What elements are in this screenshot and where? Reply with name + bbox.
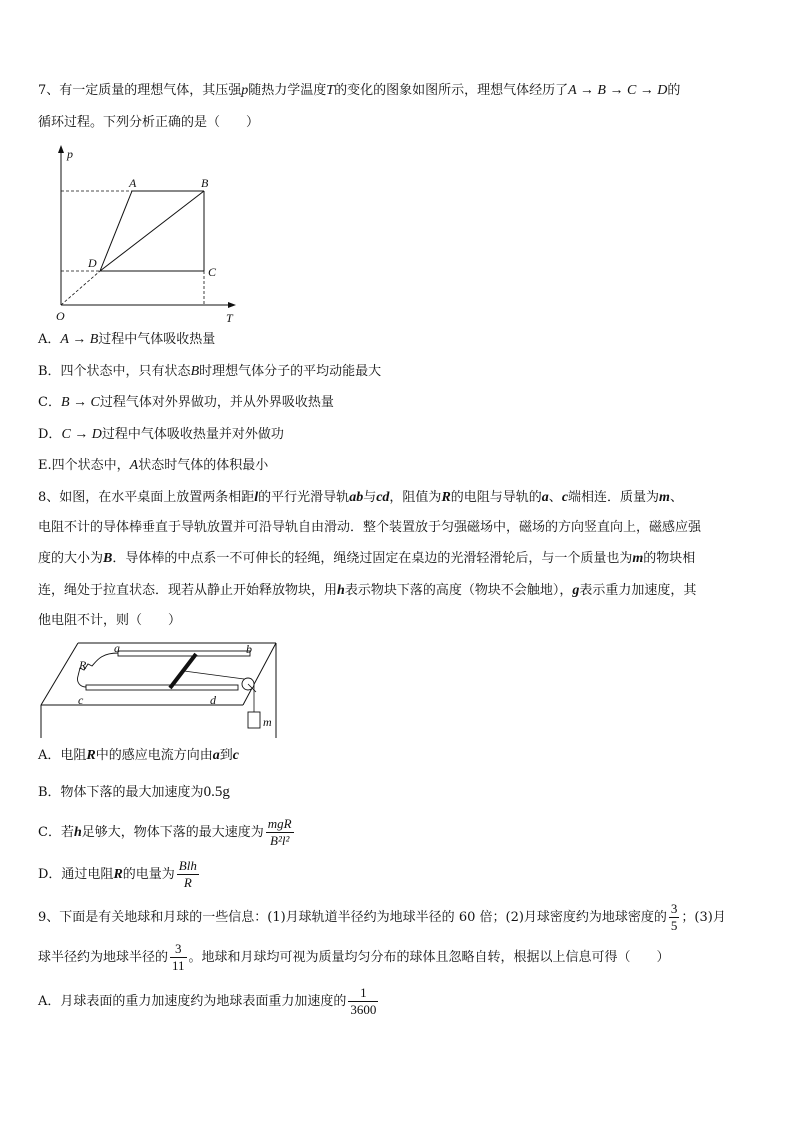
var-c: c <box>561 490 569 505</box>
q8-text: 的电阻与导轨的 <box>450 490 542 505</box>
q7-stem-line1 <box>38 81 680 101</box>
value-0.5g: 0.5g <box>203 784 230 800</box>
var-a: a <box>541 490 549 505</box>
rail-cd <box>86 685 238 690</box>
q8-text: 端相连．质量为 <box>568 490 660 505</box>
var-T: T <box>326 83 335 98</box>
label-d: d <box>210 693 216 707</box>
var-m: m <box>632 551 644 566</box>
q8-text: ．导体棒的中点系一不可伸长的轻绳，绳绕过固定在桌边的光滑轻滑轮后，与一个质量也为 <box>112 551 633 566</box>
q7-option-E[interactable] <box>38 456 268 476</box>
fraction-Blh-over-R <box>177 858 199 891</box>
p-axis-arrow <box>58 145 64 153</box>
q8-text: 表示重力加速度，其 <box>579 583 697 598</box>
q8-stem-line3 <box>38 549 695 569</box>
fraction-numerator: mgR <box>267 816 292 831</box>
var-g: g <box>572 583 580 598</box>
conductor-rod <box>170 654 196 688</box>
fraction-1-over-3600 <box>348 985 378 1018</box>
var-A: A <box>129 458 139 473</box>
q7-stem-text: 随热力学温度 <box>248 83 327 98</box>
var-cd: cd <box>376 490 390 505</box>
q7-option-B[interactable] <box>38 362 381 382</box>
option-text: 足够大，物体下落的最大速度为 <box>81 825 264 840</box>
var-c: c <box>232 748 239 763</box>
q8-text: 8、如图，在水平桌面上放置两条相距 <box>38 490 255 505</box>
label-p: p <box>67 147 73 161</box>
q9-text: 。地球和月球均可视为质量均匀分布的球体且忽略自转，根据以上信息可得（ ） <box>188 950 670 965</box>
q8-option-D[interactable] <box>38 858 201 892</box>
q8-stem-line1 <box>38 488 683 508</box>
var-B: B <box>190 364 200 379</box>
option-text: B．四个状态中，只有状态 <box>38 364 191 379</box>
fraction-denominator: 11 <box>172 958 185 973</box>
q9-text: 球半径约为地球半径的 <box>38 950 169 965</box>
option-text: D．通过电阻 <box>38 867 114 882</box>
block-m <box>248 712 260 728</box>
q8-stem-line2: 电阻不计的导体棒垂直于导轨放置并可沿导轨自由滑动．整个装置放于匀强磁场中，磁场的方向竖直向上，磁感应强 <box>38 520 702 535</box>
fraction-mgR-over-B2l2 <box>266 816 294 849</box>
q7-option-C[interactable] <box>38 393 334 413</box>
q8-text: 的物块相 <box>643 551 696 566</box>
q9-text: 9、下面是有关地球和月球的一些信息：(1)月球轨道半径约为地球半径的 60 倍；(2)月球密度约为地球密度的 <box>38 910 667 925</box>
label-T: T <box>226 311 233 325</box>
var-R: R <box>113 867 123 882</box>
q8-text: 、 <box>669 490 683 505</box>
q9-option-A[interactable] <box>38 984 380 1020</box>
option-letter: C． <box>38 395 61 410</box>
fraction-numerator: 3 <box>170 941 187 958</box>
option-text: E.四个状态中， <box>38 458 130 473</box>
label-c: c <box>78 693 84 707</box>
var-p: p <box>241 83 249 98</box>
fraction-numerator: Blh <box>178 858 197 873</box>
fraction-denominator: B²l² <box>270 833 290 848</box>
T-axis-arrow <box>228 302 236 308</box>
var-ab: ab <box>349 490 364 505</box>
option-text: 过程气体对外界做功，并从外界吸收热量 <box>99 395 334 410</box>
q7-stem-text: 的变化的图象如图所示，理想气体经历了 <box>334 83 569 98</box>
option-letter: A． <box>38 332 61 347</box>
option-text: 时理想气体分子的平均动能最大 <box>199 364 382 379</box>
fraction-numerator: 3 <box>670 901 678 916</box>
q8-stem-line5: 他电阻不计，则（ ） <box>38 613 182 628</box>
q9-stem-line2 <box>38 940 670 976</box>
rope <box>184 671 244 679</box>
dashed-line-OD <box>61 271 100 305</box>
q8-stem-line4 <box>38 581 696 601</box>
var-h: h <box>73 825 82 840</box>
option-text: A．月球表面的重力加速度约为地球表面重力加速度的 <box>38 994 347 1009</box>
q8-text: 表示物块下落的高度（物块不会触地）， <box>344 583 573 598</box>
rail-diagram <box>38 640 288 738</box>
var-a: a <box>212 748 220 763</box>
q8-text: 连，绳处于拉直状态．现若从静止开始释放物块，用 <box>38 583 338 598</box>
label-B: B <box>201 176 209 190</box>
fraction-denominator: R <box>183 875 192 890</box>
process-CD-label: C → D <box>61 427 102 442</box>
option-text: 中的感应电流方向由 <box>95 748 213 763</box>
q7-stem-line2: 循环过程。下列分析正确的是（ ） <box>38 115 260 130</box>
var-h: h <box>337 583 345 598</box>
option-text: B．物体下落的最大加速度为 <box>38 785 204 800</box>
fraction-denominator: 5 <box>670 918 678 933</box>
q8-option-B[interactable] <box>38 782 230 803</box>
q8-text: 度的大小为 <box>38 551 104 566</box>
fraction-3-over-5 <box>669 901 680 934</box>
q8-text: 、 <box>548 490 562 505</box>
option-letter: D． <box>38 427 62 442</box>
process-cycle: A → B → C → D <box>568 83 668 98</box>
label-O: O <box>56 309 65 323</box>
q8-text: ，阻值为 <box>389 490 442 505</box>
process-AB-label: A → B <box>60 332 99 347</box>
option-text: 过程中气体吸收热量并对外做功 <box>101 427 284 442</box>
q7-option-D[interactable] <box>38 425 284 445</box>
fraction-numerator: 1 <box>348 985 378 1002</box>
label-D: D <box>88 256 97 270</box>
label-b: b <box>246 642 252 656</box>
option-text: 到 <box>219 748 233 763</box>
pT-graph <box>40 140 250 325</box>
q7-stem-text: 的 <box>667 83 681 98</box>
option-text: 状态时气体的体积最小 <box>138 458 269 473</box>
var-m: m <box>659 490 670 505</box>
q9-text: ；(3)月 <box>681 910 726 925</box>
var-B: B <box>103 551 113 566</box>
q8-text: 的平行光滑导轨 <box>258 490 350 505</box>
q7-stem-text: 7、有一定质量的理想气体，其压强 <box>38 83 242 98</box>
fraction-3-over-11 <box>170 941 187 974</box>
option-text: 过程中气体吸收热量 <box>98 332 216 347</box>
label-C: C <box>208 265 217 279</box>
q7-option-A[interactable] <box>38 330 215 350</box>
var-R: R <box>441 490 451 505</box>
process-BC-label: B → C <box>60 395 100 410</box>
option-text: 的电量为 <box>122 867 175 882</box>
table-edge-left <box>41 643 78 705</box>
label-A: A <box>129 176 137 190</box>
rail-ab <box>118 651 250 656</box>
option-text: C．若 <box>38 825 74 840</box>
q8-option-C[interactable] <box>38 816 296 850</box>
var-R: R <box>86 748 96 763</box>
q8-text: 与 <box>363 490 377 505</box>
label-a: a <box>114 641 120 655</box>
q9-stem-line1 <box>38 900 726 936</box>
label-R: R <box>79 658 87 672</box>
q8-option-A[interactable] <box>38 746 239 766</box>
fraction-denominator: 3600 <box>350 1002 377 1017</box>
label-m: m <box>263 715 272 729</box>
option-text: A．电阻 <box>38 748 87 763</box>
var-l: l <box>254 490 259 505</box>
